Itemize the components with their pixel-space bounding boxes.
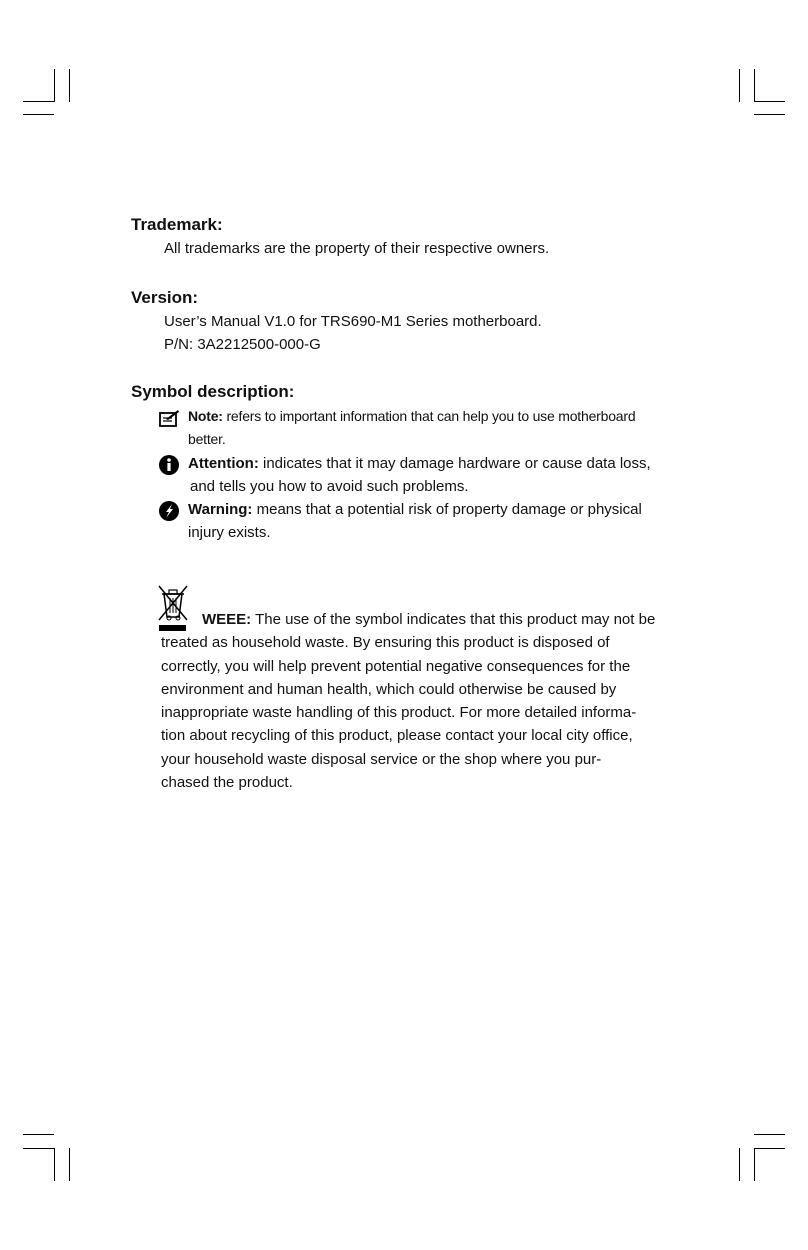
- version-heading: Version:: [131, 288, 199, 307]
- warning-text-line2: injury exists.: [188, 524, 271, 541]
- warning-text-line1: means that a potential risk of property damage or physical: [252, 501, 642, 518]
- crop-mark-bottom-right-h2: [754, 1148, 785, 1149]
- crop-mark-top-left-v2: [69, 69, 70, 102]
- attention-text-line1: indicates that it may damage hardware or cause data loss,: [258, 455, 651, 472]
- weee-line-2: treated as household waste. By ensuring this product is disposed of: [161, 634, 610, 652]
- weee-label: WEEE:: [202, 611, 252, 628]
- weee-line-6: tion about recycling of this product, please contact your local city office,: [161, 727, 633, 745]
- attention-label: Attention:: [188, 455, 259, 472]
- crop-mark-top-right-v2: [754, 69, 755, 102]
- weee-description: [161, 608, 681, 794]
- note-text-line2: better.: [188, 431, 226, 447]
- crop-mark-top-left-h2: [23, 114, 54, 115]
- note-icon: [158, 407, 180, 429]
- crop-mark-bottom-right-v2: [754, 1148, 755, 1181]
- attention-description: [188, 452, 698, 498]
- crop-mark-bottom-left-v2: [69, 1148, 70, 1181]
- trademark-heading: Trademark:: [131, 215, 223, 234]
- crop-mark-bottom-right-v1: [739, 1148, 740, 1181]
- weee-text-line1: The use of the symbol indicates that this product may not be: [251, 611, 656, 628]
- symbol-description-heading: Symbol description:: [131, 382, 295, 401]
- crop-mark-bottom-left-h1: [23, 1134, 54, 1135]
- note-label: Note:: [188, 408, 223, 424]
- weee-line-5: inappropriate waste handling of this product. For more detailed informa-: [161, 704, 637, 722]
- note-description: [188, 405, 698, 451]
- warning-icon: [158, 500, 180, 522]
- warning-label: Warning:: [188, 501, 253, 518]
- weee-line-8: chased the product.: [161, 774, 293, 792]
- version-manual-line: User’s Manual V1.0 for TRS690-M1 Series motherboard.: [164, 313, 542, 330]
- weee-line-4: environment and human health, which could otherwise be caused by: [161, 680, 617, 698]
- warning-description: [188, 498, 698, 544]
- crop-mark-top-left-h1: [23, 101, 54, 102]
- version-part-number: P/N: 3A2212500-000-G: [164, 336, 321, 353]
- attention-text-line2: and tells you how to avoid such problems.: [190, 478, 469, 495]
- crop-mark-bottom-right-h1: [754, 1134, 785, 1135]
- trademark-text: All trademarks are the property of their respective owners.: [164, 240, 550, 257]
- crop-mark-top-right-h1: [754, 101, 785, 102]
- attention-icon: [158, 454, 180, 476]
- crop-mark-top-right-v1: [739, 69, 740, 102]
- crop-mark-bottom-left-h2: [23, 1148, 54, 1149]
- crop-mark-top-left-v1: [54, 69, 55, 102]
- crop-mark-top-right-h2: [754, 114, 785, 115]
- crop-mark-bottom-left-v1: [54, 1148, 55, 1181]
- weee-line-7: your household waste disposal service or the shop where you pur-: [161, 750, 602, 768]
- weee-line-3: correctly, you will help prevent potential negative consequences for the: [161, 657, 631, 675]
- note-text-line1: refers to important information that can help you to use motherboard: [222, 408, 636, 424]
- weee-line-1: [161, 608, 681, 631]
